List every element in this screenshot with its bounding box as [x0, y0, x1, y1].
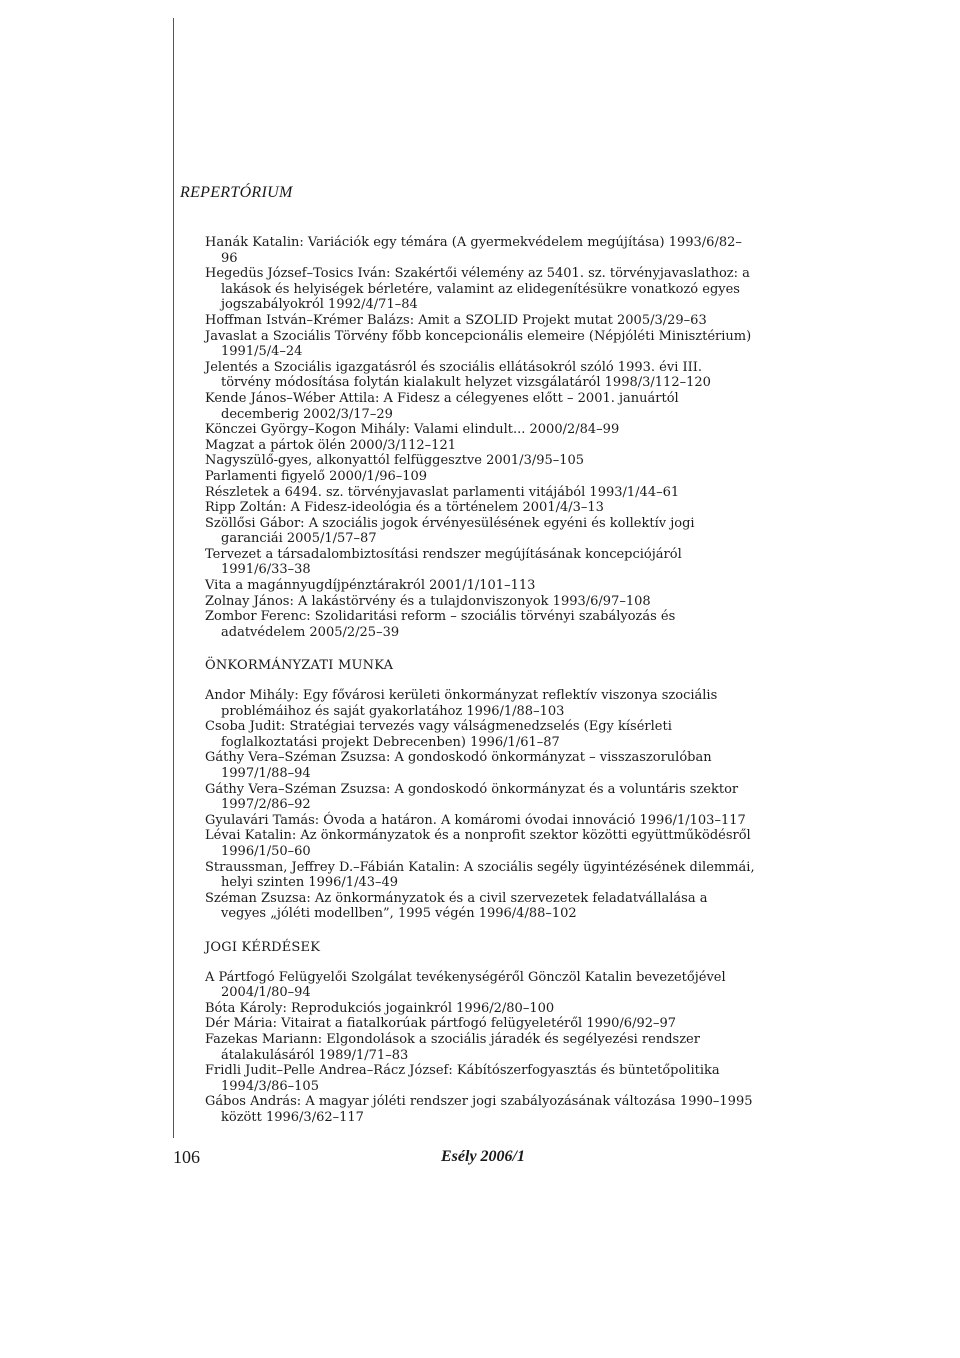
- bibliography-entry: Vita a magánnyugdíjpénztárakról 2001/1/101–113: [205, 578, 536, 594]
- bibliography-entry: Szöllősi Gábor: A szociális jogok érvényesülésének egyéni és kollektív jogi garanciái 2005/1/57–87: [205, 515, 695, 547]
- bibliography-entry: Hegedüs József–Tosics Iván: Szakértői vélemény az 5401. sz. törvényjavaslathoz: a lakások és helyiségek bérletére, valamint az elidegenítésükre vonatkozó egyes jogszabályokról 1992/4/71–84: [205, 266, 750, 313]
- bibliography-entry: Jelentés a Szociális igazgatásról és szociális ellátásokról szóló 1993. évi III. törvény módosítása folytán kialakult helyzet vizsgálatáról 1998/3/112–120: [205, 359, 711, 391]
- bibliography-entry: Magzat a pártok ölén 2000/3/112–121: [205, 437, 456, 453]
- bibliography-entry: Gáthy Vera–Széman Zsuzsa: A gondoskodó önkormányzat és a voluntáris szektor 1997/2/86–92: [205, 781, 739, 813]
- bibliography-entry: A Pártfogó Felügyelői Szolgálat tevékenységéről Gönczöl Katalin bevezetőjével 2004/1/80–94: [205, 969, 726, 1001]
- bibliography-entry: Hanák Katalin: Variációk egy témára (A gyermekvédelem megújítása) 1993/6/82–96: [205, 235, 742, 266]
- bibliography-entry: Lévai Katalin: Az önkormányzatok és a nonprofit szektor közötti együttműködésről 1996/1/50–60: [205, 828, 751, 859]
- bibliography-entry: Parlamenti figyelő 2000/1/96–109: [205, 468, 428, 484]
- bibliography-entry: Részletek a 6494. sz. törvényjavaslat parlamenti vitájából 1993/1/44–61: [205, 484, 680, 500]
- bibliography-entry: Dér Mária: Vitairat a fiatalkorúak pártfogó felügyeletéről 1990/6/92–97: [205, 1016, 677, 1032]
- bibliography-entry: Csoba Judit: Stratégiai tervezés vagy válságmenedzselés (Egy kísérleti foglalkoztatási projekt Debrecenben) 1996/1/61–87: [205, 719, 672, 750]
- repertory-content: [205, 235, 755, 1125]
- section-entries-list: [205, 688, 755, 922]
- bibliography-entry: Könczei György–Kogon Mihály: Valami elindult... 2000/2/84–99: [205, 422, 620, 438]
- bibliography-entry: Straussman, Jeffrey D.–Fábián Katalin: A szociális segély ügyintézésének dilemmái, helyi szinten 1996/1/43–49: [205, 859, 755, 891]
- bibliography-entry: Javaslat a Szociális Törvény főbb koncepcionális elemeire (Népjóléti Minisztérium) 1991/5/4–24: [205, 328, 752, 360]
- bibliography-entry: Zombor Ferenc: Szolidaritási reform – szociális törvényi szabályozás és adatvédelem 2005/2/25–39: [205, 609, 676, 640]
- page-number: 106: [173, 1147, 200, 1167]
- bibliography-entry: Zolnay János: A lakástörvény és a tulajdonviszonyok 1993/6/97–108: [205, 593, 651, 609]
- section-entries-list: [205, 970, 755, 1126]
- bibliography-entry: Tervezet a társadalombiztosítási rendszer megújításának koncepciójáról 1991/6/33–38: [205, 546, 682, 578]
- bibliography-entry: Fazekas Mariann: Elgondolások a szociális járadék és segélyezési rendszer átalakulásáról 1989/1/71–83: [205, 1031, 700, 1063]
- bibliography-entry: Hoffman István–Krémer Balázs: Amit a SZOLID Projekt mutat 2005/3/29–63: [205, 312, 707, 328]
- journal-issue: Esély 2006/1: [441, 1148, 525, 1165]
- bibliography-entry: Fridli Judit–Pelle Andrea–Rácz József: Kábítószerfogyasztás és büntetőpolitika 1994/3/86–105: [205, 1063, 720, 1094]
- section-entries-list: [205, 235, 755, 640]
- section-title-onkormanyzati-munka: ÖNKORMÁNYZATI MUNKA: [205, 658, 394, 674]
- running-header: REPERTÓRIUM: [180, 184, 293, 201]
- section-title-jogi-kerdesek: JOGI KÉRDÉSEK: [205, 939, 321, 955]
- bibliography-entry: Nagyszülő-gyes, alkonyattól felfüggesztve 2001/3/95–105: [205, 453, 585, 469]
- bibliography-entry: Kende János–Wéber Attila: A Fidesz a célegyenes előtt – 2001. januártól decemberig 2002/3/17–29: [205, 390, 679, 422]
- bibliography-entry: Andor Mihály: Egy fővárosi kerületi önkormányzat reflektív viszonya szociális problémáihoz és saját gyakorlatához 1996/1/88–103: [205, 688, 718, 719]
- bibliography-entry: Gábos András: A magyar jóléti rendszer jogi szabályozásának változása 1990–1995 között 1996/3/62–117: [205, 1094, 753, 1125]
- margin-rule: [173, 18, 174, 1138]
- bibliography-entry: Ripp Zoltán: A Fidesz-ideológia és a történelem 2001/4/3–13: [205, 500, 604, 516]
- bibliography-entry: Gáthy Vera–Széman Zsuzsa: A gondoskodó önkormányzat – visszaszorulóban 1997/1/88–94: [205, 750, 712, 781]
- bibliography-entry: Bóta Károly: Reprodukciós jogainkról 1996/2/80–100: [205, 1000, 555, 1016]
- bibliography-entry: Gyulavári Tamás: Óvoda a határon. A komáromi óvodai innováció 1996/1/103–117: [205, 812, 746, 828]
- bibliography-entry: Széman Zsuzsa: Az önkormányzatok és a civil szervezetek feladatvállalása a vegyes „jóléti modellben”, 1995 végén 1996/4/88–102: [205, 890, 708, 922]
